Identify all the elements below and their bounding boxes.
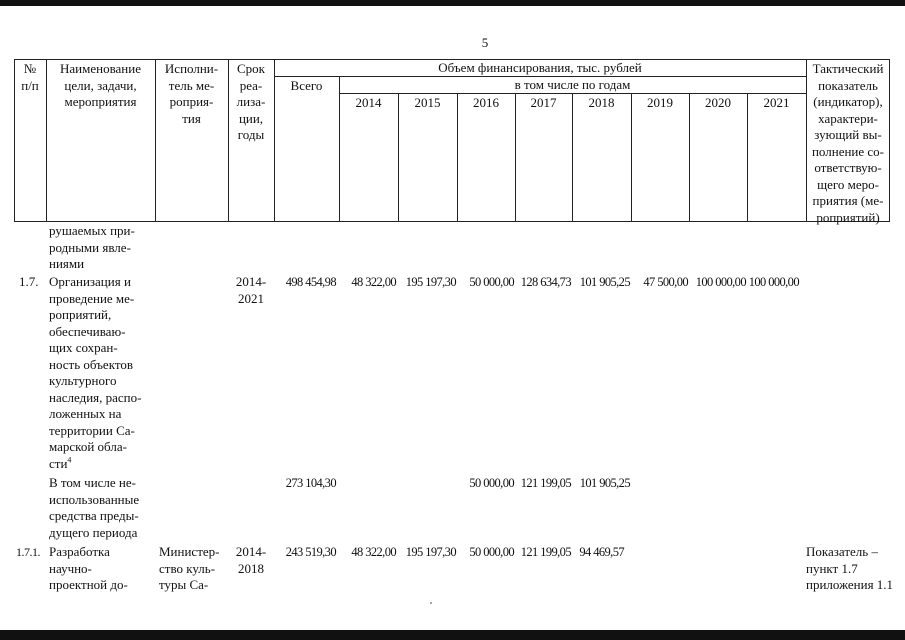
header-year-2014: 2014 — [355, 95, 382, 110]
bottom-border — [0, 630, 905, 640]
col-line — [515, 93, 516, 222]
row-1-7-2017: 128 634,73 — [520, 275, 571, 289]
row-1-7-1-total: 243 519,30 — [285, 545, 336, 559]
row-1-7-2015: 195 197,30 — [405, 275, 456, 289]
row-1-7-1-2015: 195 197,30 — [405, 545, 456, 559]
row-1-7-2016: 50 000,00 — [469, 275, 514, 289]
col-line — [631, 93, 632, 222]
header-total: Всего — [290, 78, 323, 93]
row-1-7-2014: 48 322,00 — [351, 275, 396, 289]
row-1-7-total: 498 454,98 — [285, 275, 336, 289]
page-number: 5 — [481, 35, 489, 50]
row-1-7-2018: 101 905,25 — [579, 275, 630, 289]
row-1-7-num: 1.7. — [19, 274, 39, 289]
top-border — [0, 0, 905, 6]
header-year-2017: 2017 — [530, 95, 557, 110]
header-funding: Объем финансирования, тыс. рублей — [438, 60, 642, 75]
row-1-7-2019: 47 500,00 — [643, 275, 688, 289]
row-1-7-1-num: 1.7.1. — [16, 545, 40, 559]
row-incl-total: 273 104,30 — [285, 476, 336, 490]
col-line — [747, 93, 748, 222]
header-indicator: Тактический показатель (индикатор), характери- зующий вы- полнение со- ответствую- щего меро- приятия (ме- роприятий) — [811, 61, 885, 225]
col-line — [572, 93, 573, 222]
header-year-2016: 2016 — [473, 95, 499, 110]
row-1-7-2020: 100 000,00 — [695, 275, 746, 289]
header-year-2018: 2018 — [588, 95, 615, 110]
header-name: Наименование цели, задачи, мероприятия — [60, 61, 141, 109]
header-num: № п/п — [21, 61, 39, 93]
header-year-2019: 2019 — [647, 95, 673, 110]
row-incl-2018: 101 905,25 — [579, 476, 630, 490]
row-1-7-1-2014: 48 322,00 — [351, 545, 396, 559]
row-1-7-1-name: Разработка научно- проектной до- — [49, 544, 128, 592]
header-bottom-line — [14, 221, 890, 222]
row-1-7-1-period: 2014- 2018 — [235, 544, 267, 576]
header-executor: Исполни- тель ме- роприя- тия — [164, 61, 219, 126]
col-line — [398, 93, 399, 222]
header-year-2015: 2015 — [414, 95, 441, 110]
row-incl-2016: 50 000,00 — [469, 476, 514, 490]
col-line — [689, 93, 690, 222]
row-incl-2017: 121 199,05 — [520, 476, 571, 490]
row-1-7-name: Организация и проведение ме- роприятий, обеспечиваю- щих сохран- ность объектов культурного наследия, распо- ложенных на территории Са- марской обла- сти$^4$ — [49, 274, 142, 471]
row-1-7-1-executor: Министер- ство куль- туры Са- — [159, 544, 220, 592]
header-year-2020: 2020 — [705, 95, 731, 110]
row-1-7-1-2016: 50 000,00 — [469, 545, 514, 559]
row-1-7-1-2017: 121 199,05 — [520, 545, 571, 559]
continued-name: рушаемых при- родными явле- ниями — [49, 223, 135, 271]
row-1-7-2021: 100 000,00 — [748, 275, 799, 289]
row-1-7-1-indicator: Показатель – пункт 1.7 приложения 1.1 — [806, 544, 894, 592]
scan-speck — [430, 602, 432, 604]
row-1-7-1-2018: 94 469,57 — [579, 545, 624, 559]
header-by-year: в том числе по годам — [514, 77, 631, 92]
col-line — [457, 93, 458, 222]
row-1-7-period: 2014- 2021 — [235, 274, 267, 306]
header-year-2021: 2021 — [763, 95, 790, 110]
header-period: Срок реа- лиза- ции, годы — [236, 61, 266, 142]
row-incl-name: В том числе не- использованные средства преды- дущего периода — [49, 475, 140, 540]
footnote-mark: 4 — [67, 455, 72, 465]
